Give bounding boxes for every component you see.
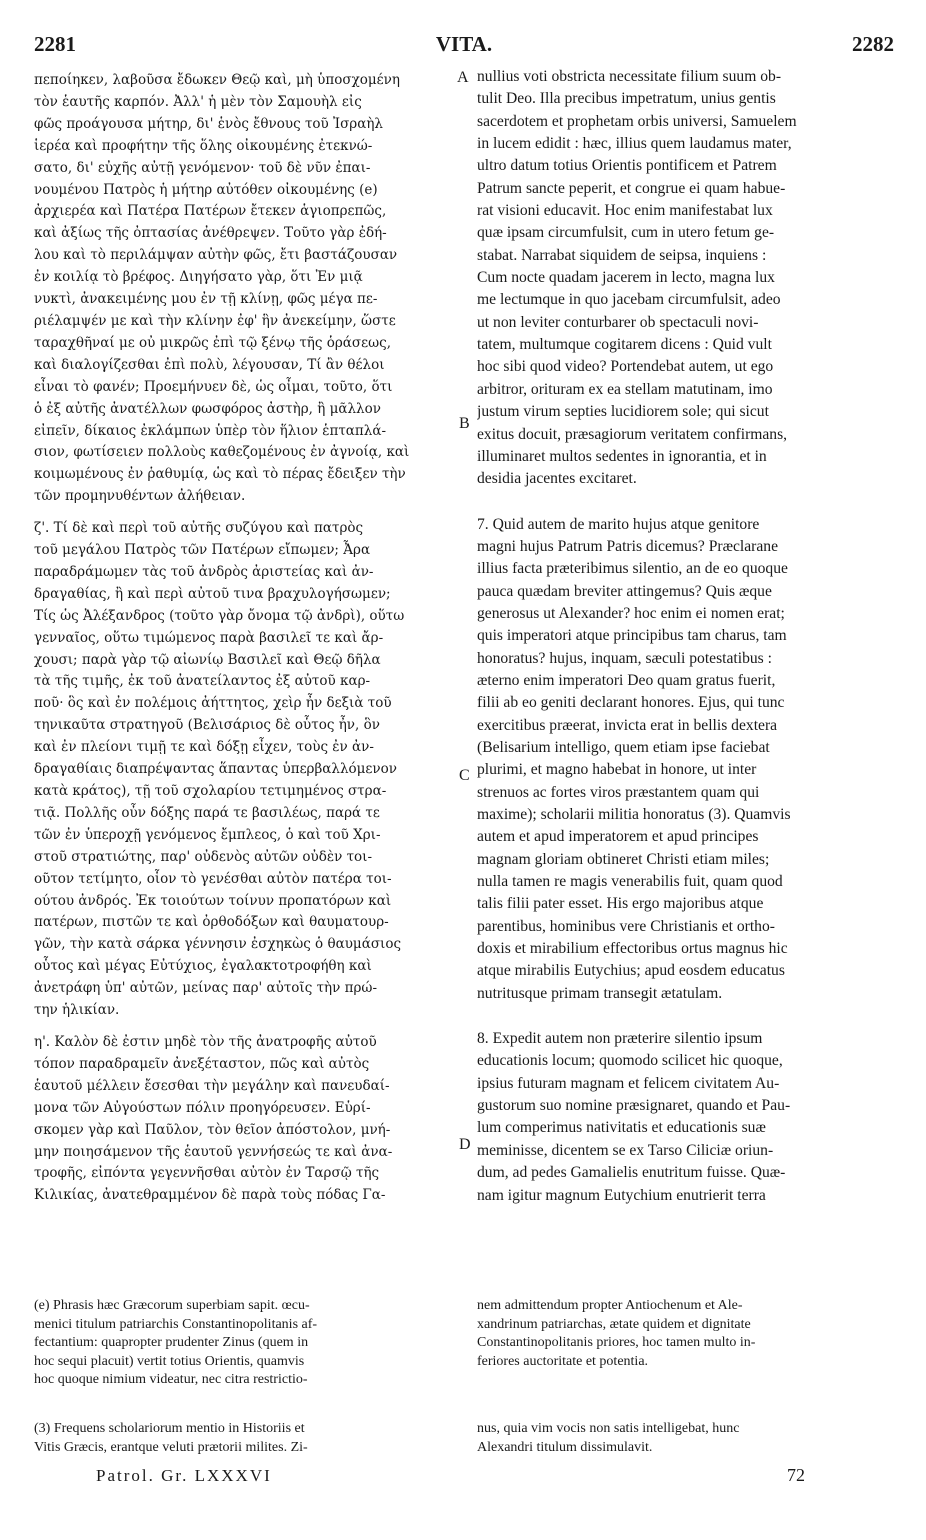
text-line: strenuos ac fortes viros præstantem quam qui <box>477 783 760 801</box>
text-line: τοῦ μεγάλου Πατρὸς τῶν Πατέρων εἴπωμεν; Ἆρα <box>34 542 371 559</box>
footnote-left <box>34 1420 464 1457</box>
text-line: Κιλικίας, ἀνατεθραμμένον δὲ παρὰ τοὺς πόδας Γα- <box>34 1187 386 1204</box>
text-line: εἰπεῖν, δίκαιος ἐκλάμπων ὑπὲρ τὸν ἥλιον ἑπταπλά- <box>34 422 387 439</box>
text-line: tulit Deo. Illa precibus impetratum, unius gentis <box>477 90 776 108</box>
paragraph-gap <box>477 1005 894 1028</box>
text-line: ὁ ἐξ αὐτῆς ἀνατέλλων φωσφόρος ἀστὴρ, ἢ μᾶλλον <box>34 400 381 417</box>
text-line: (Belisarium intelligo, quem etiam ipse faciebat <box>477 738 770 756</box>
note-line: fectantium: quapropter prudenter Zinus (quem in <box>34 1335 309 1350</box>
note-line: Constantinopolitanis priores, hoc tamen multo in- <box>477 1335 756 1350</box>
text-line: pauca quædam breviter attingemus? Quis æque <box>477 582 772 600</box>
text-line: ἑαυτοῦ μέλλειν ἔσεσθαι τὴν μεγάλην καὶ πανευδαί- <box>34 1077 390 1094</box>
text-line: κοιμωμένους ἐν ῥαθυμίᾳ, ὡς καὶ τὸ πέρας ἔδειξεν τὴν <box>34 466 406 483</box>
text-line: sacerdotem et prophetam orbis universi, Samuelem <box>477 112 797 130</box>
editor-note-right <box>477 1297 894 1371</box>
text-line: rat visioni educavit. Hoc enim manifestabat lux <box>477 202 773 220</box>
text-line: η'. Καλὸν δὲ ἐστιν μηδὲ τὸν τῆς ἀνατροφῆς αὐτοῦ <box>34 1033 377 1050</box>
footnote-right <box>477 1420 894 1457</box>
text-line: μονα τῶν Αὐγούστων πόλιν προηγόρευσεν. Εὑρί- <box>34 1099 371 1116</box>
page-number-left: 2281 <box>34 32 76 56</box>
text-line: καὶ ἐν πλείονι τιμῇ τε καὶ δόξῃ εἶχεν, τοὺς ἐν ἀν- <box>34 739 374 756</box>
text-line: ἀνετράφη ὑπ' αὐτῶν, μείνας παρ' αὐτοῖς τὴν πρώ- <box>34 980 378 997</box>
text-line: τηνικαῦτα στρατηγοῦ (Βελισάριος δὲ οὗτος ἦν, ὃν <box>34 717 380 734</box>
text-line: talis filii pater esset. His ergo majoribus atque <box>477 895 764 913</box>
note-line: nus, quia vim vocis non satis intelligebat, hunc <box>477 1421 740 1436</box>
text-line: illuminaret multos sedentes in ignorantia, et in <box>477 447 767 465</box>
text-line: τῶν ἐν ὑπεροχῇ γενόμενος ἔμπλεος, ὁ καὶ τοῦ Χρι- <box>34 826 381 843</box>
text-line: δραγαθίαις διαπρέψαντας ἅπαντας ὑπερβαλλόμενον <box>34 761 397 778</box>
text-line: ultro datum totius Orientis pontificem et Patrem <box>477 157 777 175</box>
note-line: hoc sequi placuit) vertit totius Orientis, quamvis <box>34 1353 305 1369</box>
text-line: lum comperimus nativitatis et educationis suæ <box>477 1119 766 1137</box>
text-line: ζ'. Τί δὲ καὶ περὶ τοῦ αὐτῆς συζύγου καὶ πατρὸς <box>34 520 364 537</box>
text-line: ταραχθῆναί με οὐ μικρῶς ἐπὶ τῷ ξένῳ τῆς ὁράσεως, <box>34 334 391 351</box>
note-line: menici titulum patriarchis Constantinopolitanis af- <box>34 1316 318 1332</box>
text-line: τροφῆς, εἰπόντα γεγεννῆσθαι αὐτὸν ἐν Ταρσῷ τῆς <box>34 1165 380 1182</box>
paragraph <box>477 1028 894 1207</box>
note-line: feriores auctoritate et potentia. <box>477 1353 649 1369</box>
latin-text-column <box>477 66 894 1207</box>
text-line: parentibus, hominibus vere Christianis et ortho- <box>477 917 775 935</box>
text-line: illius facta præteribimus silentio, an de eo quoque <box>477 560 788 578</box>
text-line: τόπον παραδραμεῖν ἀνεξέταστον, πῶς καὶ αὐτὸς <box>34 1055 370 1072</box>
text-line: stabat. Narrabat siquidem de seipsa, inquiens : <box>477 246 767 264</box>
text-line: οῦτον τετίμητο, οἷον τὸ γενέσθαι αὐτὸν πατέρα τοι- <box>34 870 392 887</box>
text-line: σκομεν γὰρ καὶ Παῦλον, τὸν θεῖον ἀπόστολον, μνή- <box>34 1121 391 1138</box>
text-line: æterno enim imperatori Deo quam gratus fuerit, <box>477 671 776 689</box>
text-line: νυκτὶ, ἀνακειμένης μου ἐν τῇ κλίνῃ, φῶς μέγα πε- <box>34 291 378 308</box>
margin-marker-a: A <box>457 69 469 86</box>
text-line: ut non leviter conturbarer ob spectaculi novi- <box>477 313 759 331</box>
text-line: καὶ διαλογίζεσθαι ἐπὶ πολὺ, λέγουσαν, Τί ἂν θέλοι <box>34 356 385 373</box>
text-line: οὗτος καὶ μέγας Εὐτύχιος, ἐγαλακτοτροφήθη καὶ <box>34 958 372 975</box>
text-line: τὸν ἑαυτῆς καρπόν. Ἀλλ' ἡ μὲν τὸν Σαμουὴλ εἰς <box>34 93 362 110</box>
text-line: τὰ τῆς τιμῆς, ἐκ τοῦ ἀνατείλαντος ἐξ αὐτοῦ καρ- <box>34 673 371 690</box>
text-line: atque mirabilis Eutychius; apud eosdem educatus <box>477 962 785 980</box>
text-line: exercitibus præerat, invicta erat in bellis dextera <box>477 716 778 734</box>
text-line: nam igitur magnum Eutychium enutrierit terra <box>477 1186 766 1204</box>
paragraph-gap <box>34 1022 454 1032</box>
text-line: Patrum sancte peperit, et congrue ei quam habue- <box>477 179 786 197</box>
text-line: 8. Expedit autem non præterire silentio ipsum <box>477 1030 763 1048</box>
text-line: γενναῖος, οὕτω τιμώμενος παρὰ βασιλεῖ τε καὶ ἄρ- <box>34 629 384 646</box>
note-line: xandrinum patriarchas, ætate quidem et dignitate <box>477 1316 751 1332</box>
note-line: (3) Frequens scholariorum mentio in Historiis et <box>34 1421 305 1436</box>
text-line: justum virum septies lucidiorem sole; qui sicut <box>477 403 769 421</box>
greek-text-column <box>34 70 454 1207</box>
series-signature: Patrol. Gr. LXXXVI <box>96 1466 272 1485</box>
text-line: magni hujus Patrum Patris dicemus? Præclarane <box>477 537 778 555</box>
text-line: quæ ipsam circumfulsit, cum in utero fetum ge- <box>477 224 775 242</box>
text-line: νουμένου Πατρὸς ἡ μήτηρ αὐτόθεν οἰκουμένης (e) <box>34 181 378 198</box>
paragraph-gap <box>477 491 894 514</box>
paragraph <box>34 518 454 1022</box>
text-line: χουσι; παρὰ γὰρ τῷ αἰωνίῳ Βασιλεῖ καὶ Θεῷ δῆλα <box>34 651 381 668</box>
text-line: nutritusque primam transegit ætatulam. <box>477 984 723 1002</box>
text-line: φῶς προάγουσα μήτηρ, δι' ἑνὸς ἔθνους τοῦ Ἰσραὴλ <box>34 115 383 132</box>
margin-marker-d: D <box>459 1136 471 1153</box>
sheet-signature: 72 <box>787 1465 805 1485</box>
text-line: πεποίηκεν, λαβοῦσα ἔδωκεν Θεῷ καὶ, μὴ ὑποσχομένη <box>34 72 400 88</box>
text-line: ούτου ἀνδρός. Ἐκ τοιούτων τοίνυν προπατόρων καὶ <box>34 892 392 909</box>
text-line: me lectumque in quo jacebam circumfulsit, adeo <box>477 291 781 309</box>
text-line: ριέλαμψέν με καὶ τὴν κλίνην ἐφ' ἣν ἀνεκείμην, ὥστε <box>34 312 396 329</box>
text-line: desidia jacentes excitaret. <box>477 470 637 488</box>
page-number-right: 2282 <box>852 32 894 56</box>
text-line: Cum nocte quadam jacerem in lecto, magna lux <box>477 269 775 287</box>
paragraph <box>477 66 894 491</box>
note-line: hoc quoque nimium videatur, nec citra restrictio- <box>34 1372 308 1387</box>
paragraph <box>34 1032 454 1207</box>
text-line: magnam gloriam obtineret Christi etiam miles; <box>477 850 770 868</box>
text-line: στοῦ στρατιώτης, παρ' οὐδενὸς αὐτῶν οὐδὲν τοι- <box>34 848 373 865</box>
text-line: σιον, φωτίσειεν πολλοὺς καθεζομένους ἐν ἀγνοίᾳ, καὶ <box>34 444 410 461</box>
text-line: honoratus? hujus, inquam, sæculi potestatibus : <box>477 649 772 667</box>
note-line: Vitis Græcis, erantque veluti prætorii milites. Zi- <box>34 1439 308 1455</box>
text-line: πατέρων, πιστῶν τε καὶ ὀρθοδόξων καὶ θαυματουρ- <box>34 914 389 931</box>
text-line: κατὰ κράτος), τῇ τοῦ σχολαρίου τετιμημένος στρα- <box>34 783 387 799</box>
text-line: quis imperatori atque principibus tam charus, tam <box>477 627 787 645</box>
text-line: εἶναι τὸ φανέν; Προεμήνυεν δὲ, ὡς οἶμαι, τοῦτο, ὅτι <box>34 378 393 395</box>
text-line: filii ab eo geniti declarant honores. Ejus, qui tunc <box>477 694 785 712</box>
margin-marker-b: B <box>459 415 470 432</box>
text-line: autem et apud imperatorem et apud principes <box>477 828 759 846</box>
text-line: maxime); scholarii militia honoratus (3). Quamvis <box>477 806 791 823</box>
text-line: μην ποιησάμενον τῆς ἑαυτοῦ γεννήσεώς τε καὶ ἀνα- <box>34 1143 393 1160</box>
text-line: την ἡλικίαν. <box>34 1002 120 1019</box>
text-line: ἀρχιερέα καὶ Πατέρα Πατέρων ἔτεκεν ἁγιοπρεπῶς, <box>34 203 387 220</box>
text-line: generosus ut Alexander? hoc enim ei nomen erat; <box>477 604 785 622</box>
text-line: τῶν προμηνυθέντων ἀλήθειαν. <box>34 488 246 505</box>
text-line: exitus docuit, præsagiorum veritatem confirmans, <box>477 425 788 443</box>
text-line: in lucem edidit : hæc, illius quem laudamus mater, <box>477 135 792 153</box>
text-line: hoc sibi quod video? Portendebat autem, ut ego <box>477 358 774 376</box>
text-line: arbitror, orituram ex ea stellam matutinam, imo <box>477 380 773 398</box>
text-line: δραγαθίας, ἢ καὶ περὶ αὐτοῦ τινα βραχυλογήσωμεν; <box>34 585 391 602</box>
text-line: τιᾷ. Πολλῆς οὖν δόξης παρά τε βασιλέως, παρά τε <box>34 804 380 821</box>
text-line: 7. Quid autem de marito hujus atque genitore <box>477 515 760 533</box>
text-line: Τίς ὡς Ἀλέξανδρος (τοῦτο γὰρ ὄνομα τῷ ἀνδρὶ), οὕτω <box>34 607 405 624</box>
text-line: doxis et mirabilium effectoribus ortus magnus hic <box>477 940 788 958</box>
paragraph <box>34 70 454 508</box>
text-line: ἱερέα καὶ προφήτην τῆς ὅλης οἰκουμένης ἐτεκνώ- <box>34 137 373 154</box>
text-line: nullius voti obstricta necessitate filium suum ob- <box>477 68 782 85</box>
text-line: γῶν, τὴν κατὰ σάρκα γέννησιν ἐσχηκὼς ὁ θαυμάσιος <box>34 936 402 953</box>
paragraph <box>477 514 894 1006</box>
text-line: tatem, multumque cogitarem dicens : Quid vult <box>477 336 772 354</box>
text-line: nulla tamen re magis venerabilis fuit, quam quod <box>477 873 783 891</box>
paragraph-gap <box>34 508 454 518</box>
editor-note-left <box>34 1297 464 1390</box>
page-header <box>34 32 894 62</box>
text-line: dum, ad pedes Gamalielis enutritum fuisse. Quæ- <box>477 1164 786 1182</box>
text-line: σατο, δι' εὐχῆς αὐτῇ γενόμενον· τοῦ δὲ νῦν ἐπαι- <box>34 159 371 176</box>
text-line: λου καὶ τὸ περιλάμψαν αὐτὴν φῶς, ἔτι βαστάζουσαν <box>34 247 398 264</box>
text-line: παραδράμωμεν τὰς τοῦ ἀνδρὸς ἀριστείας καὶ ἀν- <box>34 563 374 580</box>
note-line: nem admittendum propter Antiochenum et Ale- <box>477 1298 743 1313</box>
running-title: VITA. <box>435 32 493 56</box>
note-line: Alexandri titulum dissimulavit. <box>477 1439 653 1455</box>
text-line: plurimi, et magno habebat in honore, ut inter <box>477 761 757 779</box>
text-line: ἐν κοιλίᾳ τὸ βρέφος. Διηγήσατο γὰρ, ὅτι Ἐν μιᾷ <box>34 269 363 286</box>
text-line: meminisse, dicentem se ex Tarso Ciliciæ oriun- <box>477 1141 774 1159</box>
text-line: educationis locum; quomodo scilicet hic quoque, <box>477 1052 783 1070</box>
text-line: καὶ ἀξίως τῆς ὀπτασίας ἀνέθρεψεν. Τοῦτο γὰρ ἐδή- <box>34 225 387 242</box>
text-line: gustorum suo nomine præsignaret, quando et Pau- <box>477 1097 791 1115</box>
margin-marker-c: C <box>459 767 470 784</box>
text-line: ipsius futuram magnam et felicem civitatem Au- <box>477 1074 780 1092</box>
note-line: (e) Phrasis hæc Græcorum superbiam sapit. œcu- <box>34 1298 310 1313</box>
text-line: ποῦ· ὃς καὶ ἐν πολέμοις ἀήττητος, χεὶρ ἦν δεξιὰ τοῦ <box>34 695 392 712</box>
